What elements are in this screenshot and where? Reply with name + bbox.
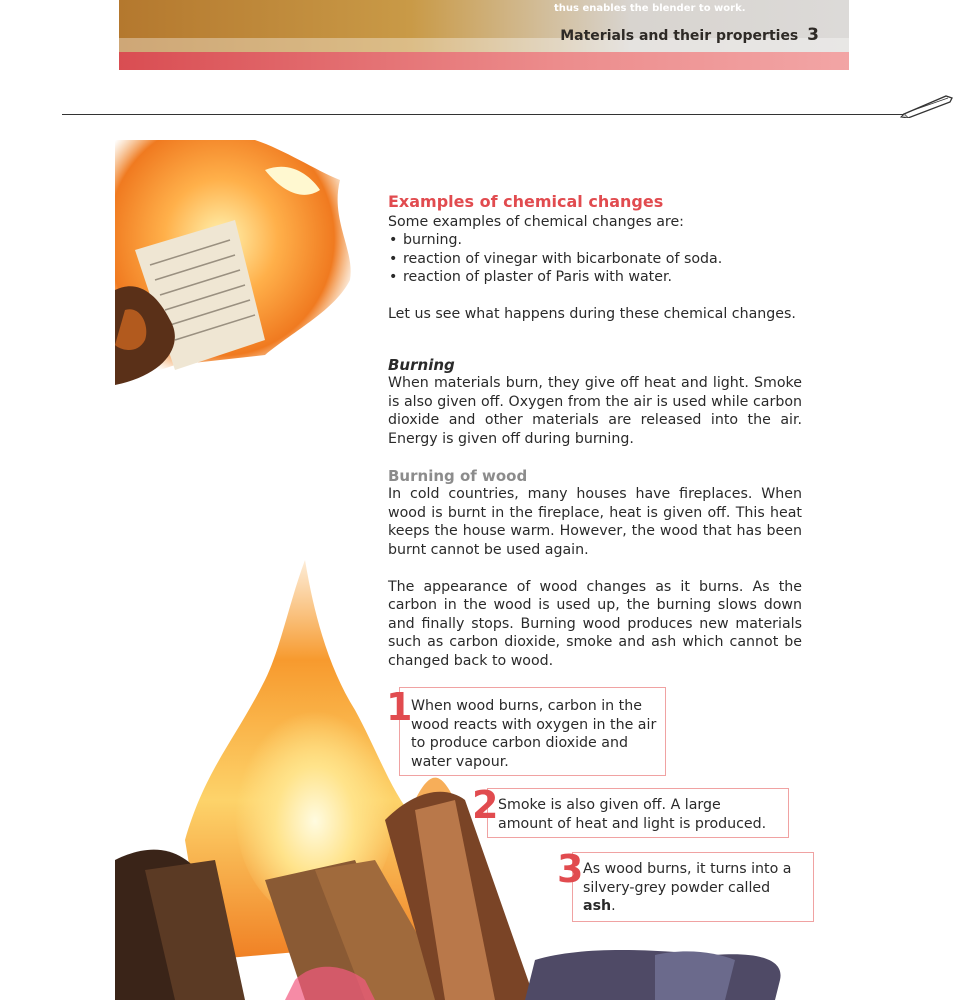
- callout-3: [557, 847, 814, 922]
- wood-paragraph-1: In cold countries, many houses have fireplaces. When wood is burnt in the fireplace, heat is given off. This heat keeps the house warm. However, the wood that has been burnt cannot be used again.: [388, 486, 802, 558]
- section-intro: Some examples of chemical changes are:: [388, 213, 684, 230]
- previous-page-banner: [119, 0, 849, 70]
- chapter-footer: [560, 25, 819, 45]
- banner-cut-text: thus enables the blender to work.: [554, 3, 746, 14]
- chapter-title: Materials and their properties: [560, 28, 799, 44]
- callout-text: When wood burns, carbon in the wood reacts with oxygen in the air to produce carbon dioxide and water vapour.: [411, 698, 657, 770]
- callout-number: 1: [386, 685, 413, 729]
- section-heading: Examples of chemical changes: [388, 192, 664, 211]
- burning-text: When materials burn, they give off heat and light. Smoke is also given off. Oxygen from the air is used while carbon dioxide and other materials are released into the air. Energy is given off during burning.: [388, 375, 802, 447]
- ash-term: ash: [583, 898, 612, 915]
- main-text: [388, 193, 802, 670]
- wood-paragraph-2: The appearance of wood changes as it burns. As the carbon in the wood is used up, the burning slows down and finally stops. Burning wood produces new materials such as carbon dioxide, smoke and ash which cannot be changed back to wood.: [388, 578, 802, 669]
- page-separator: [62, 114, 908, 115]
- callout-text: Smoke is also given off. A large amount of heat and light is produced.: [498, 797, 767, 832]
- callout-2: [472, 783, 789, 838]
- examples-list: [388, 231, 802, 287]
- wood-heading: Burning of wood: [388, 466, 528, 485]
- burning-paper-photo: [115, 140, 360, 385]
- banner-stripe: [119, 52, 849, 70]
- list-item: • reaction of vinegar with bicarbonate of soda.: [388, 250, 802, 269]
- page-number: 3: [807, 25, 819, 45]
- list-item: • reaction of plaster of Paris with water.: [388, 268, 802, 287]
- callout-number: 3: [557, 847, 584, 891]
- section-closing: Let us see what happens during these chemical changes.: [388, 305, 796, 322]
- callout-text: As wood burns, it turns into a silvery-grey powder called ash.: [583, 861, 792, 915]
- pencil-icon: [900, 92, 956, 118]
- list-item: • burning.: [388, 231, 802, 250]
- callout-number: 2: [472, 783, 499, 827]
- burning-heading: Burning: [388, 355, 455, 374]
- callout-1: [386, 685, 666, 776]
